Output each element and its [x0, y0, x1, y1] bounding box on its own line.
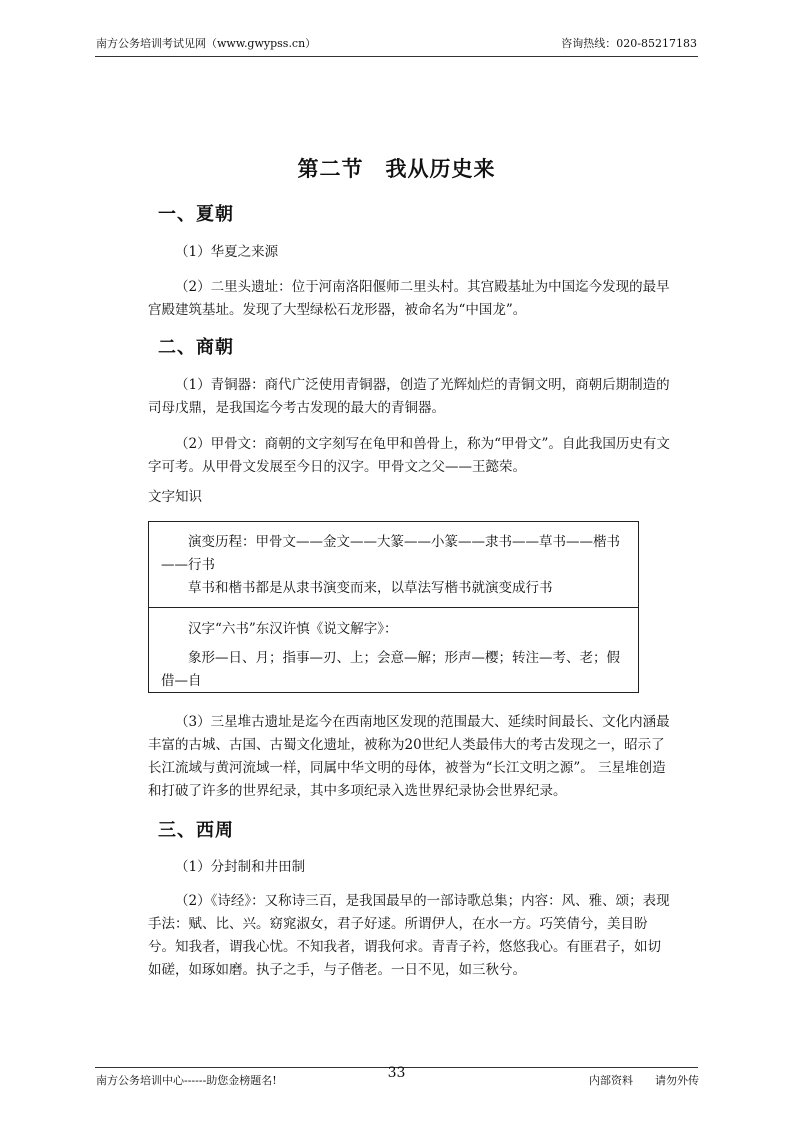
box-divider — [149, 607, 638, 608]
footer-no-share-label: 请勿外传 — [655, 1074, 699, 1087]
box-text: 象形—日、月；指事—刃、上；会意—解；形声—樱；转注—考、老；假借—自 — [161, 650, 620, 689]
paragraph: （1）青铜器：商代广泛使用青铜器，创造了光辉灿烂的青铜文明，商朝后期制造的司母戊鼎，是我国迄今考古发现的最大的青铜器。 — [148, 377, 670, 416]
box-text: 汉字“六书”东汉许慎《说文解字》： — [188, 621, 398, 637]
paragraph-label: 文字知识 — [148, 489, 202, 505]
paragraph: （1）分封制和井田制 — [175, 859, 306, 875]
header-hotline: 咨询热线：020-85217183 — [561, 37, 697, 50]
paragraph: （2）甲骨文：商朝的文字刻写在龟甲和兽骨上，称为“甲骨文”。自此我国历史有文字可考。从甲骨文发展至今日的汉字。甲骨文之父——王懿荣。 — [148, 436, 670, 475]
box-text: 草书和楷书都是从隶书演变而来，以草法写楷书就演变成行书 — [188, 580, 553, 596]
paragraph: （1）华夏之来源 — [175, 244, 279, 260]
paragraph: （2）二里头遗址：位于河南洛阳偃师二里头村。其宫殿基址为中国迄今发现的最早宫殿建筑基址。发现了大型绿松石龙形器，被命名为“中国龙”。 — [148, 279, 670, 318]
page-title: 第二节 我从历史来 — [297, 157, 496, 181]
section-heading-xia: 一、夏朝 — [158, 204, 234, 225]
footer-notice — [589, 1074, 699, 1088]
footer-slogan: 南方公务培训中心------助您金榜题名! — [96, 1074, 277, 1087]
box-text: 演变历程：甲骨文——金文——大篆——小篆——隶书——草书——楷书——行书 — [161, 534, 620, 573]
paragraph: （2）《诗经》：又称诗三百，是我国最早的一部诗歌总集；内容：风、雅、颂；表现手法：赋、比、兴。窈窕淑女，君子好逑。所谓伊人，在水一方。巧笑倩兮，美目盼兮。知我者，谓我心忧。不知我者，谓我何求。青青子衿，悠悠我心。有匪君子，如切如磋，如琢如磨。执子之手，与子偕老。一日不见，如三秋兮。 — [148, 893, 670, 978]
section-heading-shang: 二、商朝 — [158, 337, 234, 358]
page-number: 33 — [387, 1065, 406, 1081]
writing-knowledge-box — [148, 521, 639, 693]
paragraph: （3）三星堆古遗址是迄今在西南地区发现的范围最大、延续时间最长、文化内涵最丰富的古城、古国、古蜀文化遗址，被称为20世纪人类最伟大的考古发现之一，昭示了长江流域与黄河流域一样，同属中华文明的母体，被誉为“长江文明之源”。 三星堆创造和打破了许多的世界纪录，其中多项纪录入选世界纪录协会世界纪录。 — [148, 714, 670, 799]
section-heading-xizhou: 三、西周 — [158, 820, 234, 841]
header-site-name: 南方公务培训考试见网（www.gwypss.cn） — [96, 37, 317, 50]
header-divider — [95, 56, 698, 57]
footer-internal-label: 内部资料 — [589, 1074, 633, 1087]
